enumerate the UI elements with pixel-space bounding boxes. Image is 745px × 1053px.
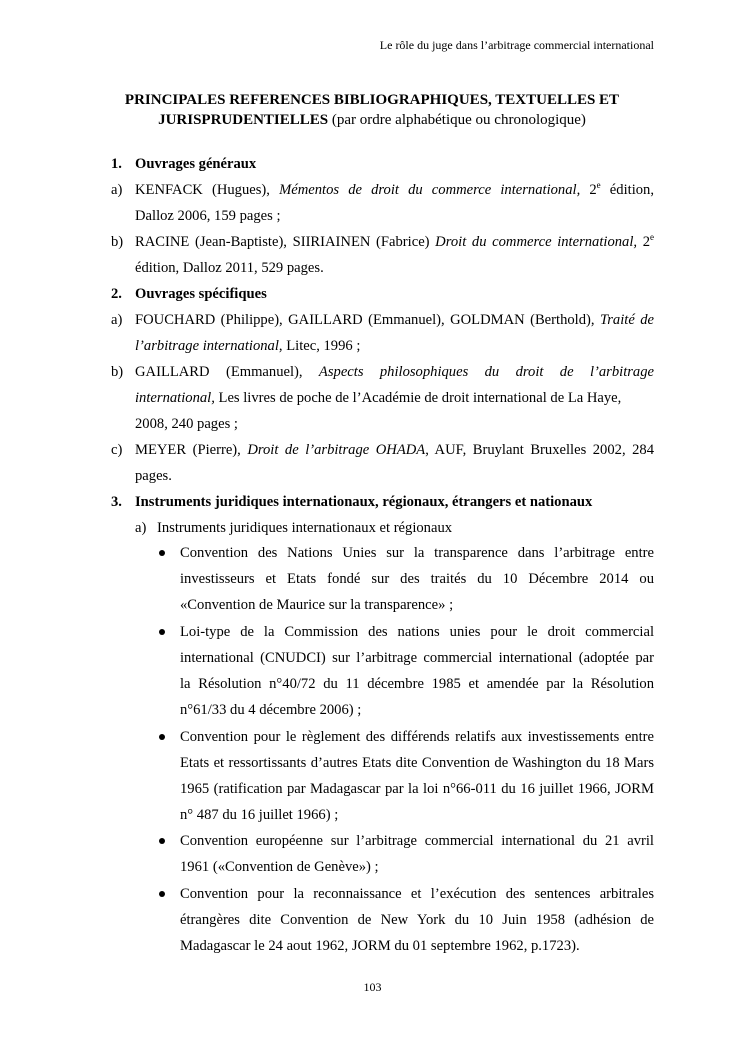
- bullet-dot: [159, 629, 165, 635]
- bullet-1-line-2: investisseurs et Etats fondé sur des traités du 10 Décembre 2014 ou: [180, 571, 654, 587]
- bullet-2-line-2: international (CNUDCI) sur l’arbitrage commercial international (adoptée par: [180, 650, 654, 666]
- bullet-dot: [159, 734, 165, 740]
- section-3-sub-marker: a): [135, 520, 147, 536]
- section-2-item-b-line-3: 2008, 240 pages ;: [135, 416, 238, 432]
- section-1-item-b-marker: b): [111, 234, 124, 250]
- bullet-4-line-2: 1961 («Convention de Genève») ;: [180, 859, 379, 875]
- section-1-item-a-line-2: Dalloz 2006, 159 pages ;: [135, 208, 281, 224]
- section-3-heading: Instruments juridiques internationaux, régionaux, étrangers et nationaux: [135, 494, 593, 510]
- bullet-2-line-3: la Résolution n°40/72 du 11 décembre 1985 et amendée par la Résolution: [180, 676, 654, 692]
- section-2-number: 2.: [111, 286, 122, 302]
- bullet-3-line-2: Etats et ressortissants d’autres Etats dite Convention de Washington du 18 Mars: [180, 755, 654, 771]
- bullet-dot: [159, 891, 165, 897]
- bullet-1-line-3: «Convention de Maurice sur la transparence» ;: [180, 597, 454, 613]
- section-2-item-c-line-2: pages.: [135, 468, 172, 484]
- bullet-5-line-3: Madagascar le 24 aout 1962, JORM du 01 septembre 1962, p.1723).: [180, 938, 580, 954]
- section-2-item-b-marker: b): [111, 364, 124, 380]
- section-2-item-a-marker: a): [111, 312, 123, 328]
- bullet-4-line-1: Convention européenne sur l’arbitrage commercial international du 21 avril: [180, 833, 654, 849]
- section-2-item-c-marker: c): [111, 442, 123, 458]
- bullet-2-line-4: n°61/33 du 4 décembre 2006) ;: [180, 702, 362, 718]
- section-1-number: 1.: [111, 156, 122, 172]
- page-title: [112, 90, 632, 130]
- bullet-3-line-4: n° 487 du 16 juillet 1966) ;: [180, 807, 339, 823]
- bullet-1-line-1: Convention des Nations Unies sur la transparence dans l’arbitrage entre: [180, 545, 654, 561]
- page-number: 103: [363, 980, 382, 994]
- section-2-item-b-line-1: GAILLARD (Emmanuel), Aspects philosophiques du droit de l’arbitrage: [135, 364, 655, 380]
- section-1-heading: Ouvrages généraux: [135, 156, 257, 172]
- section-1-item-a-marker: a): [111, 182, 123, 198]
- section-1-item-a-line-1: KENFACK (Hugues), Mémentos de droit du commerce international, 2e édition,: [135, 180, 654, 198]
- section-2-item-a-line-2: l’arbitrage international, Litec, 1996 ;: [135, 338, 361, 354]
- bullet-5-line-2: étrangères dite Convention de New York du 10 Juin 1958 (adhésion de: [180, 912, 654, 928]
- title-line-2-rest: (par ordre alphabétique ou chronologique): [328, 112, 586, 128]
- section-2-item-c-line-1: MEYER (Pierre), Droit de l’arbitrage OHADA, AUF, Bruylant Bruxelles 2002, 284: [135, 442, 654, 458]
- section-2-heading: Ouvrages spécifiques: [135, 286, 267, 302]
- bullet-5-line-1: Convention pour la reconnaissance et l’exécution des sentences arbitrales: [180, 886, 654, 902]
- bullet-dot: [159, 550, 165, 556]
- section-3-sub-heading: Instruments juridiques internationaux et régionaux: [157, 520, 453, 536]
- bullet-3-line-1: Convention pour le règlement des différends relatifs aux investissements entre: [180, 729, 654, 745]
- bullet-dot: [159, 838, 165, 844]
- title-line-1: PRINCIPALES REFERENCES BIBLIOGRAPHIQUES, TEXTUELLES ET: [124, 92, 620, 108]
- section-1-item-b-line-1: RACINE (Jean-Baptiste), SIIRIAINEN (Fabrice) Droit du commerce international, 2e: [135, 232, 654, 250]
- section-2-item-b-line-2: international, Les livres de poche de l’Académie de droit international de La Haye,: [135, 390, 622, 406]
- title-line-2-bold: JURISPRUDENTIELLES: [158, 112, 329, 128]
- section-3-number: 3.: [111, 494, 122, 510]
- bullet-2-line-1: Loi-type de la Commission des nations unies pour le droit commercial: [180, 624, 654, 640]
- bullet-3-line-3: 1965 (ratification par Madagascar par la loi n°66-011 du 16 juillet 1966, JORM: [180, 781, 654, 797]
- section-2-item-a-line-1: FOUCHARD (Philippe), GAILLARD (Emmanuel), GOLDMAN (Berthold), Traité de: [135, 312, 654, 328]
- running-header: Le rôle du juge dans l’arbitrage commercial international: [379, 38, 654, 52]
- section-1-item-b-line-2: édition, Dalloz 2011, 529 pages.: [135, 260, 324, 276]
